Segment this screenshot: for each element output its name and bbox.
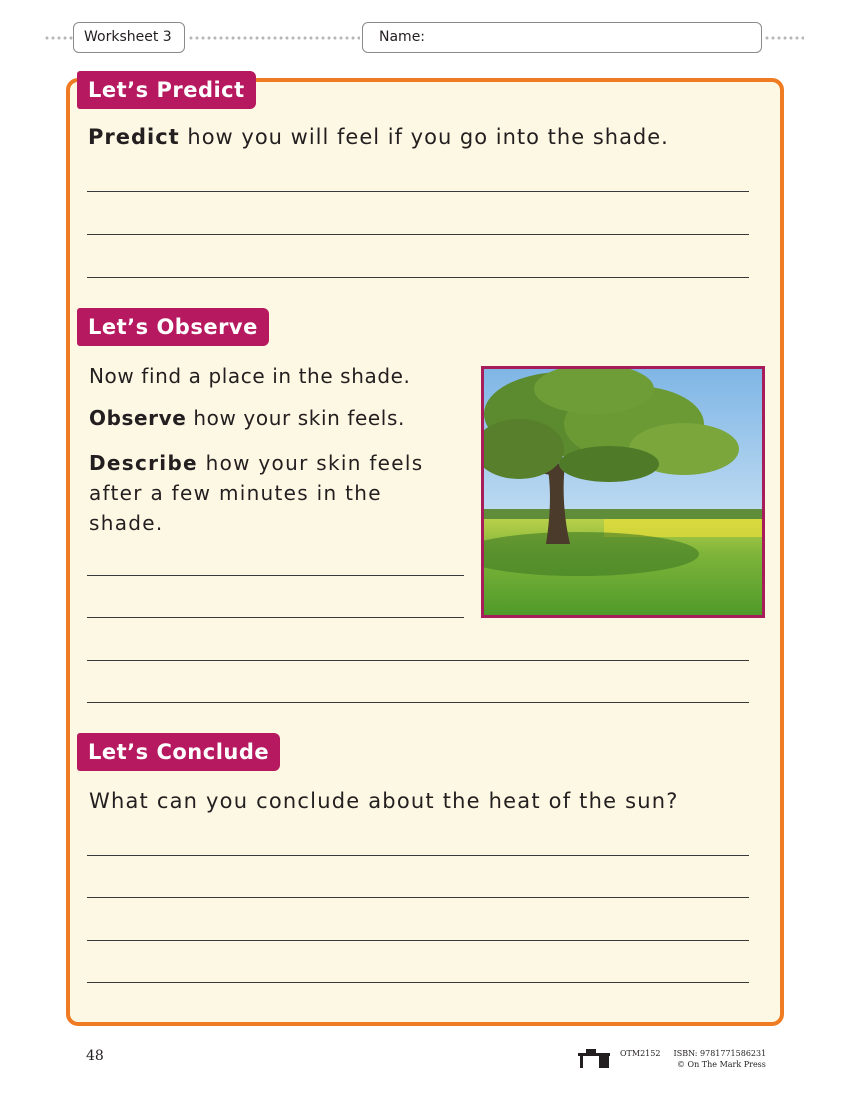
answer-line[interactable] xyxy=(87,660,749,661)
header-dots-left xyxy=(44,36,74,40)
copyright: © On The Mark Press xyxy=(677,1060,766,1069)
predict-prompt-text: how you will feel if you go into the shade. xyxy=(179,125,669,149)
answer-line[interactable] xyxy=(87,855,749,856)
answer-line[interactable] xyxy=(87,940,749,941)
section-heading-predict: Let’s Predict xyxy=(77,71,256,109)
product-code: OTM2152 xyxy=(620,1049,661,1058)
answer-line[interactable] xyxy=(87,897,749,898)
header-dots-right xyxy=(764,36,804,40)
worksheet-label: Worksheet 3 xyxy=(84,29,172,45)
answer-line[interactable] xyxy=(87,575,464,576)
observe-line-3 xyxy=(89,448,464,538)
worksheet-label-box xyxy=(73,22,185,53)
footer-info xyxy=(620,1048,766,1070)
observe-line-2-text: how your skin feels. xyxy=(186,406,405,430)
answer-line[interactable] xyxy=(87,191,749,192)
name-field[interactable] xyxy=(362,22,762,53)
name-label: Name: xyxy=(379,29,426,45)
teacher-desk-icon xyxy=(577,1049,611,1069)
describe-keyword: Describe xyxy=(89,451,198,475)
observe-keyword: Observe xyxy=(89,406,187,430)
observe-line-3-text: how your skin feels after a few minutes in the shade. xyxy=(89,451,424,535)
observe-line-2 xyxy=(89,406,405,430)
answer-line[interactable] xyxy=(87,702,749,703)
predict-keyword: Predict xyxy=(88,125,180,149)
isbn: ISBN: 9781771586231 xyxy=(673,1049,767,1058)
observe-line-1: Now find a place in the shade. xyxy=(89,364,411,388)
answer-line[interactable] xyxy=(87,234,749,235)
conclude-prompt: What can you conclude about the heat of the sun? xyxy=(89,789,679,813)
answer-line[interactable] xyxy=(87,277,749,278)
footer-line-1 xyxy=(620,1048,766,1059)
answer-line[interactable] xyxy=(87,982,749,983)
tree-in-meadow-photo xyxy=(481,366,765,618)
section-heading-conclude: Let’s Conclude xyxy=(77,733,280,771)
section-heading-observe: Let’s Observe xyxy=(77,308,269,346)
page-number: 48 xyxy=(86,1048,104,1064)
answer-line[interactable] xyxy=(87,617,464,618)
header-dots-middle xyxy=(188,36,360,40)
predict-prompt xyxy=(88,125,669,149)
